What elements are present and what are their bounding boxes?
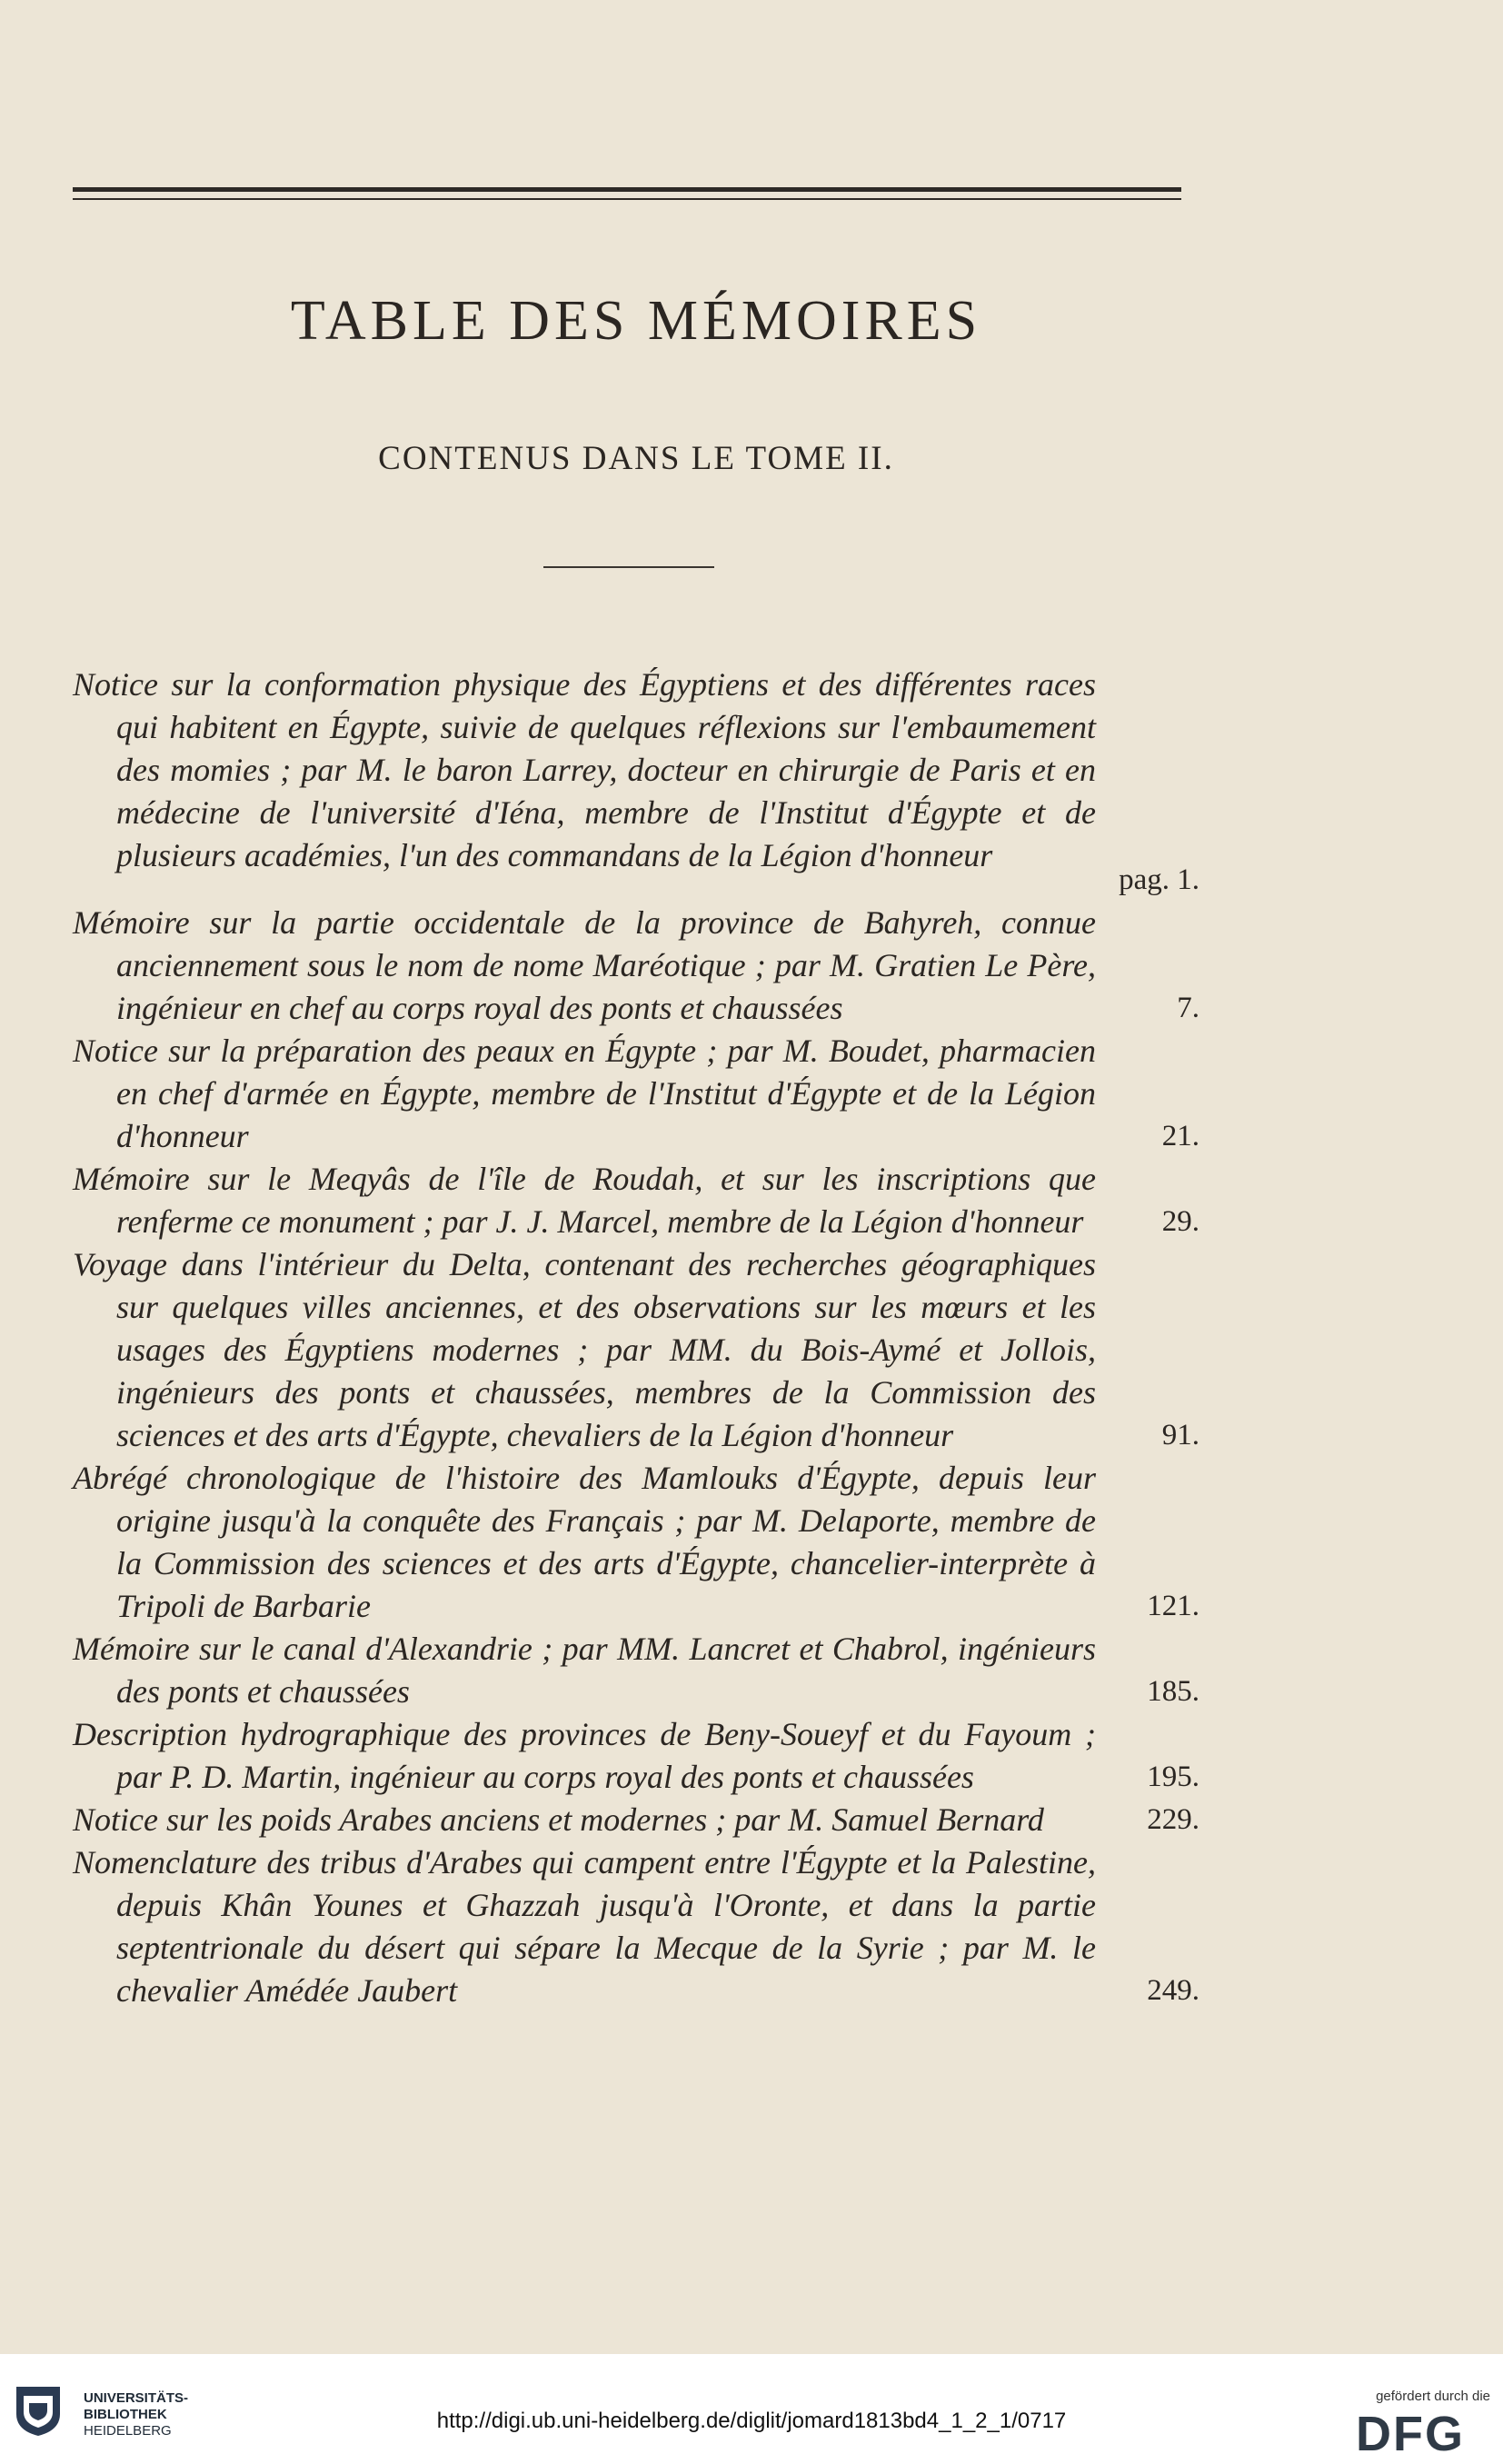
section-divider [543,566,714,568]
toc-entry-text: Nomenclature des tribus d'Arabes qui campent entre l'Égypte et la Palestine, depuis Khân Younes et Ghazzah jusqu'à l'Oronte, et dans la partie septentrionale du désert qui sépare la Mecque de la Syrie ; par M. le chevalier Amédée Jaubert [73,1844,1096,2009]
toc-entry [73,1457,1199,1628]
page-subtitle: CONTENUS DANS LE TOME II. [378,440,894,477]
toc-entry-page: 195. [1147,1761,1199,1793]
toc-entry [73,1243,1199,1457]
library-name-line1: UNIVERSITÄTS- [84,2390,189,2406]
toc-entry [73,1030,1199,1158]
toc-entry-text: Mémoire sur la partie occidentale de la province de Bahyreh, connue anciennement sous le nom de nome Maréotique ; par M. Gratien Le Père, ingénieur en chef au corps royal des ponts et chaussées [73,904,1096,1026]
toc-entry-page: 7. [1177,992,1199,1024]
toc-entry-text: Voyage dans l'intérieur du Delta, contenant des recherches géographiques sur quelques villes anciennes, et des observations sur les mœurs et les usages des Égyptiens modernes ; par MM. du Bois-Aymé et Jollois, ingénieurs des ponts et chaussées, membres de la Commission des sciences et des arts d'Égypte, chevaliers de la Légion d'honneur [73,1246,1096,1453]
dfg-logo [1329,2409,1492,2456]
table-of-contents [73,663,1199,2012]
top-rule-thin [73,198,1181,200]
toc-entry [73,1799,1199,1841]
toc-entry-page: 121. [1147,1590,1199,1622]
toc-entry-text: Mémoire sur le Meqyâs de l'île de Roudah, et sur les inscriptions que renferme ce monument ; par J. J. Marcel, membre de la Légion d'honneur [73,1161,1096,1240]
toc-entry-page: 29. [1161,1205,1199,1238]
toc-entry [73,1713,1199,1799]
library-name-line2: BIBLIOTHEK [84,2407,167,2422]
toc-entry [73,1841,1199,2012]
toc-entry-text: Notice sur la préparation des peaux en Égypte ; par M. Boudet, pharmacien en chef d'armée en Égypte, membre de l'Institut d'Égypte et de la Légion d'honneur [73,1032,1096,1154]
toc-entry [73,1158,1199,1243]
toc-entry-page: 185. [1147,1675,1199,1708]
toc-entry-text: Notice sur la conformation physique des Égyptiens et des différentes races qui habitent en Égypte, suivie de quelques réflexions sur l'embaumement des momies ; par M. le baron Larrey, docteur en chirurgie de Paris et en médecine de l'université d'Iéna, membre de l'Institut d'Égypte et de plusieurs académies, l'un des commandans de la Légion d'honneur [73,666,1096,873]
toc-entry-page: pag. 1. [1119,863,1199,896]
toc-entry-text: Mémoire sur le canal d'Alexandrie ; par MM. Lancret et Chabrol, ingénieurs des ponts et chaussées [73,1631,1096,1710]
toc-entry-page: 91. [1161,1419,1199,1451]
toc-entry-text: Notice sur les poids Arabes anciens et modernes ; par M. Samuel Bernard [73,1801,1044,1838]
toc-entry-text: Description hydrographique des provinces de Beny-Soueyf et du Fayoum ; par P. D. Martin, ingénieur au corps royal des ponts et chaussées [73,1716,1096,1795]
page-url[interactable]: http://digi.ub.uni-heidelberg.de/diglit/jomard1813bd4_1_2_1/0717 [436,2409,1067,2433]
toc-entry [73,663,1199,902]
top-rule-thick [73,187,1181,192]
library-name-line3: HEIDELBERG [84,2423,172,2439]
sponsor-label: gefördert durch die [1376,2389,1490,2404]
page-title: TABLE DES MÉMOIRES [290,290,982,352]
toc-entry [73,1628,1199,1713]
toc-entry-page: 249. [1147,1974,1199,2007]
toc-entry [73,902,1199,1030]
toc-entry-page: 229. [1147,1803,1199,1836]
dfg-logo-text: DFG [1356,2409,1465,2456]
toc-entry-text: Abrégé chronologique de l'histoire des Mamlouks d'Égypte, depuis leur origine jusqu'à la conquête des Français ; par M. Delaporte, membre de la Commission des sciences et des arts d'Égypte, chancelier-interprète à Tripoli de Barbarie [73,1460,1096,1624]
toc-entry-page: 21. [1161,1120,1199,1152]
